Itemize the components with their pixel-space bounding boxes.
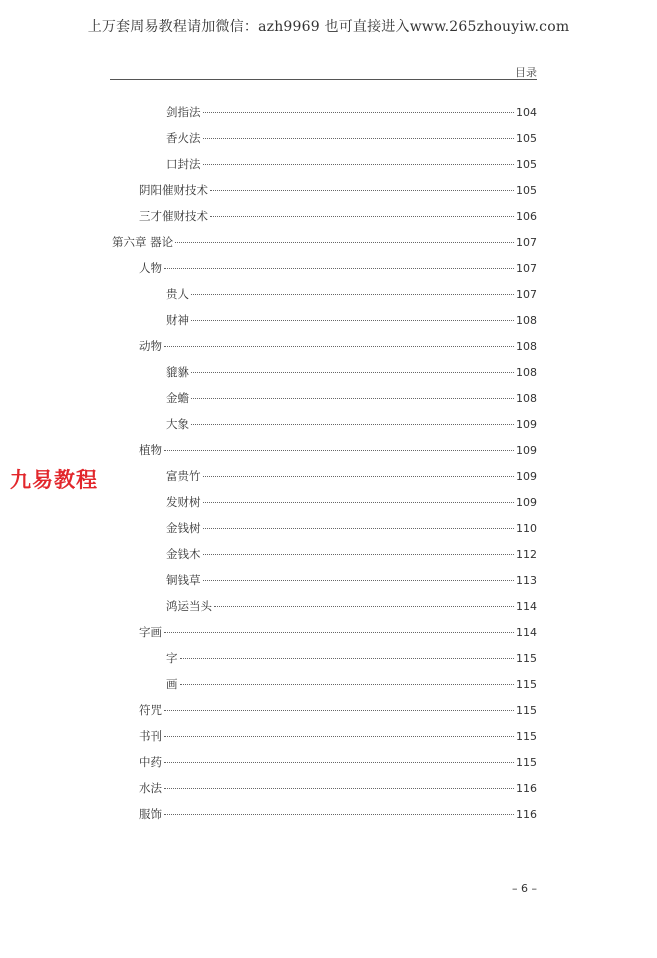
toc-leader-dots (191, 398, 514, 399)
toc-entry-title: 中药 (139, 755, 162, 769)
toc-leader-dots (180, 684, 515, 685)
toc-entry-title: 财神 (166, 313, 189, 327)
toc-leader-dots (164, 762, 514, 763)
toc-entry (112, 234, 537, 250)
toc-entry-page: 105 (516, 132, 537, 145)
toc-entry-title: 香火法 (166, 131, 201, 145)
toc-entry (166, 364, 537, 380)
toc-entry-page: 105 (516, 158, 537, 171)
toc-entry-page: 113 (516, 574, 537, 587)
toc-leader-dots (210, 216, 514, 217)
toc-leader-dots (214, 606, 514, 607)
toc-entry-page: 109 (516, 418, 537, 431)
toc-entry-title: 金钱树 (166, 521, 201, 535)
toc-entry-title: 水法 (139, 781, 162, 795)
toc-entry-title: 画 (166, 677, 178, 691)
toc-leader-dots (164, 788, 514, 789)
toc-entry (166, 494, 537, 510)
toc-leader-dots (203, 554, 515, 555)
toc-entry-title: 符咒 (139, 703, 162, 717)
toc-entry-page: 104 (516, 106, 537, 119)
toc-leader-dots (203, 528, 515, 529)
toc-leader-dots (191, 294, 514, 295)
toc-entry-page: 114 (516, 600, 537, 613)
toc-leader-dots (203, 476, 515, 477)
toc-entry-title: 剑指法 (166, 105, 201, 119)
toc-entry-page: 108 (516, 314, 537, 327)
toc-entry-title: 富贵竹 (166, 469, 201, 483)
toc-entry-page: 115 (516, 652, 537, 665)
toc-entry-title: 金钱木 (166, 547, 201, 561)
toc-entry-title: 阴阳催财技术 (139, 183, 208, 197)
toc-entry (166, 286, 537, 302)
toc-entry-page: 109 (516, 444, 537, 457)
toc-entry-title: 人物 (139, 261, 162, 275)
toc-entry (166, 468, 537, 484)
toc-entry-page: 107 (516, 236, 537, 249)
toc-entry (166, 650, 537, 666)
toc-entry-title: 书刊 (139, 729, 162, 743)
toc-leader-dots (180, 658, 515, 659)
toc-leader-dots (210, 190, 514, 191)
toc-entry-title: 发财树 (166, 495, 201, 509)
toc-entry (166, 520, 537, 536)
toc-leader-dots (164, 814, 514, 815)
running-header: 目录 (515, 66, 537, 79)
watermark: 九易教程 (10, 468, 98, 492)
toc-entry (139, 806, 537, 822)
toc-entry (139, 754, 537, 770)
toc-entry (139, 182, 537, 198)
toc-leader-dots (164, 710, 514, 711)
toc-entry (166, 572, 537, 588)
toc-entry-page: 114 (516, 626, 537, 639)
toc-leader-dots (203, 164, 515, 165)
toc-entry (139, 338, 537, 354)
toc-leader-dots (164, 346, 514, 347)
toc-leader-dots (164, 736, 514, 737)
toc-leader-dots (203, 580, 515, 581)
toc-entry (166, 546, 537, 562)
toc-entry-title: 鸿运当头 (166, 599, 212, 613)
toc-entry (166, 676, 537, 692)
toc-entry-page: 110 (516, 522, 537, 535)
toc-entry-page: 115 (516, 704, 537, 717)
toc-leader-dots (203, 138, 515, 139)
toc-leader-dots (164, 268, 514, 269)
toc-entry-page: 106 (516, 210, 537, 223)
toc-entry-page: 109 (516, 470, 537, 483)
toc-entry-page: 107 (516, 262, 537, 275)
toc-entry-page: 115 (516, 756, 537, 769)
toc-entry (139, 780, 537, 796)
toc-entry (139, 624, 537, 640)
toc-entry-page: 112 (516, 548, 537, 561)
toc-entry (139, 260, 537, 276)
toc-entry (166, 130, 537, 146)
toc-leader-dots (191, 372, 514, 373)
toc-entry-page: 108 (516, 366, 537, 379)
toc-entry (139, 442, 537, 458)
page-number: – 6 – (512, 882, 537, 895)
toc-entry-page: 115 (516, 730, 537, 743)
toc-leader-dots (164, 450, 514, 451)
toc-entry-page: 115 (516, 678, 537, 691)
toc-entry (139, 702, 537, 718)
toc-entry (166, 312, 537, 328)
toc-entry (166, 598, 537, 614)
toc-entry-title: 三才催财技术 (139, 209, 208, 223)
toc-entry-title: 大象 (166, 417, 189, 431)
toc-entry-page: 107 (516, 288, 537, 301)
toc-entry-title: 服饰 (139, 807, 162, 821)
toc-leader-dots (203, 502, 515, 503)
toc-entry (139, 208, 537, 224)
toc-entry-title: 貔貅 (166, 365, 189, 379)
toc-leader-dots (191, 320, 514, 321)
toc-entry-title: 铜钱草 (166, 573, 201, 587)
toc-entry-page: 116 (516, 808, 537, 821)
toc-entry (139, 728, 537, 744)
toc-entry (166, 104, 537, 120)
toc-entry-page: 108 (516, 392, 537, 405)
toc-entry-title: 字 (166, 651, 178, 665)
toc-entry (166, 390, 537, 406)
toc-entry (166, 156, 537, 172)
promo-banner: 上万套周易教程请加微信：azh9969 也可直接进入www.265zhouyiw.com (87, 19, 570, 35)
toc-entry-page: 108 (516, 340, 537, 353)
toc-entry-title: 金蟾 (166, 391, 189, 405)
toc-entry (166, 416, 537, 432)
toc-entry-title: 植物 (139, 443, 162, 457)
toc-entry-title: 第六章 器论 (112, 235, 174, 249)
toc-leader-dots (164, 632, 514, 633)
toc-entry-title: 字画 (139, 625, 162, 639)
toc-entry-title: 动物 (139, 339, 162, 353)
toc-entry-page: 116 (516, 782, 537, 795)
toc-entry-page: 109 (516, 496, 537, 509)
toc-entry-title: 贵人 (166, 287, 189, 301)
toc-leader-dots (203, 112, 515, 113)
toc-entry-page: 105 (516, 184, 537, 197)
toc-leader-dots (191, 424, 514, 425)
toc-leader-dots (175, 242, 514, 243)
toc-entry-title: 口封法 (166, 157, 201, 171)
